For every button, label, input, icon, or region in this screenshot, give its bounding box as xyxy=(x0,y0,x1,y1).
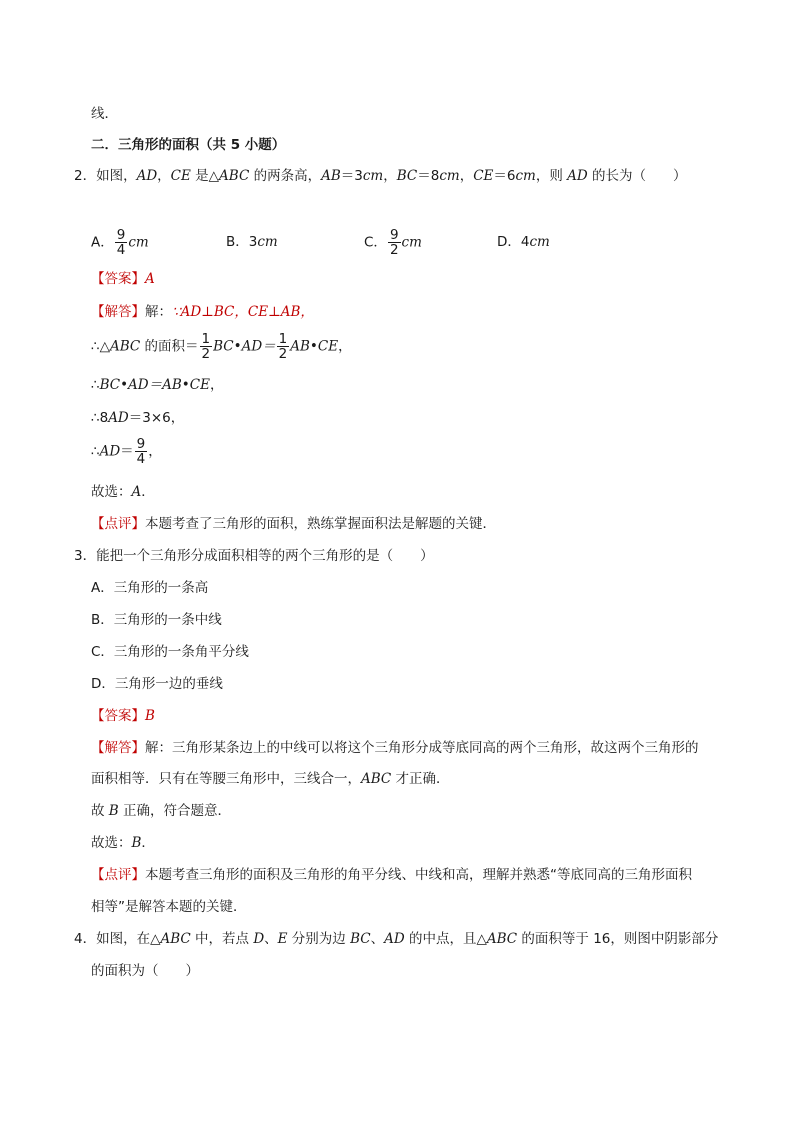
q2-comment: 【点评】本题考查了三角形的面积，熟练掌握面积法是解题的关键． xyxy=(91,516,496,532)
q3-option-c: C．三角形的一条角平分线 xyxy=(91,644,249,660)
q2-stem: 2．如图，AD，CE 是△ABC 的两条高，AB＝3cm，BC＝8cm，CE＝6cm，则 AD 的长为（ ） xyxy=(74,168,687,184)
q2-solution-line-3: ∴BC•AD＝AB•CE， xyxy=(91,377,224,393)
q2-solution-line-6: 故选：A． xyxy=(91,484,155,500)
q2-solution-line-1: 【解答】解：∵AD⊥BC，CE⊥AB， xyxy=(91,304,314,320)
q3-solution-line-4: 故选：B． xyxy=(91,835,155,851)
q2-solution-line-2: ∴△ABC 的面积＝ $\frac{1}{2}$ BC•AD＝ $\frac{1}{2}$ AB•CE， xyxy=(91,331,352,362)
q3-stem: 3．能把一个三角形分成面积相等的两个三角形的是（ ） xyxy=(74,548,434,564)
q2-solution-line-5: ∴AD＝ $\frac{9}{4}$ ， xyxy=(91,436,162,467)
q2-answer: 【答案】A xyxy=(91,271,155,287)
q4-stem-line-2: 的面积为（ ） xyxy=(91,963,199,979)
q2-option-a: A． $\frac{9}{4}$ cm xyxy=(91,227,149,258)
fraction: $\frac{1}{2}$ xyxy=(278,331,288,362)
q3-solution-line-3: 故 B 正确，符合题意． xyxy=(91,803,232,819)
q3-option-d: D．三角形一边的垂线 xyxy=(91,676,223,692)
fraction: $\frac{1}{2}$ xyxy=(201,331,211,362)
section-heading: 二．三角形的面积（共 5 小题） xyxy=(91,137,286,153)
q2-solution-line-4: ∴8AD＝3×6， xyxy=(91,410,185,426)
q3-solution-line-1: 【解答】解：三角形某条边上的中线可以将这个三角形分成等底同高的两个三角形，故这两个三角形的 xyxy=(91,740,699,756)
fraction: $\frac{9}{4}$ xyxy=(116,227,126,258)
q3-answer: 【答案】B xyxy=(91,708,155,724)
fraction: $\frac{9}{4}$ xyxy=(136,436,146,467)
q2-option-d: D．4cm xyxy=(497,234,550,250)
q3-comment-line-1: 【点评】本题考查三角形的面积及三角形的角平分线、中线和高，理解并熟悉“等底同高的三角形面积 xyxy=(91,867,692,883)
q4-stem-line-1: 4．如图，在△ABC 中，若点 D、E 分别为边 BC、AD 的中点，且△ABC 的面积等于 16，则图中阴影部分 xyxy=(74,931,719,947)
q3-option-b: B．三角形的一条中线 xyxy=(91,612,222,628)
q2-option-b: B．3cm xyxy=(226,234,278,250)
continued-line: 线． xyxy=(91,106,118,122)
fraction: $\frac{9}{2}$ xyxy=(389,227,399,258)
q3-comment-line-2: 相等”是解答本题的关键． xyxy=(91,899,247,915)
q3-solution-line-2: 面积相等．只有在等腰三角形中，三线合一，ABC 才正确． xyxy=(91,771,450,787)
q3-option-a: A．三角形的一条高 xyxy=(91,580,209,596)
q2-option-c: C． $\frac{9}{2}$ cm xyxy=(364,227,422,258)
